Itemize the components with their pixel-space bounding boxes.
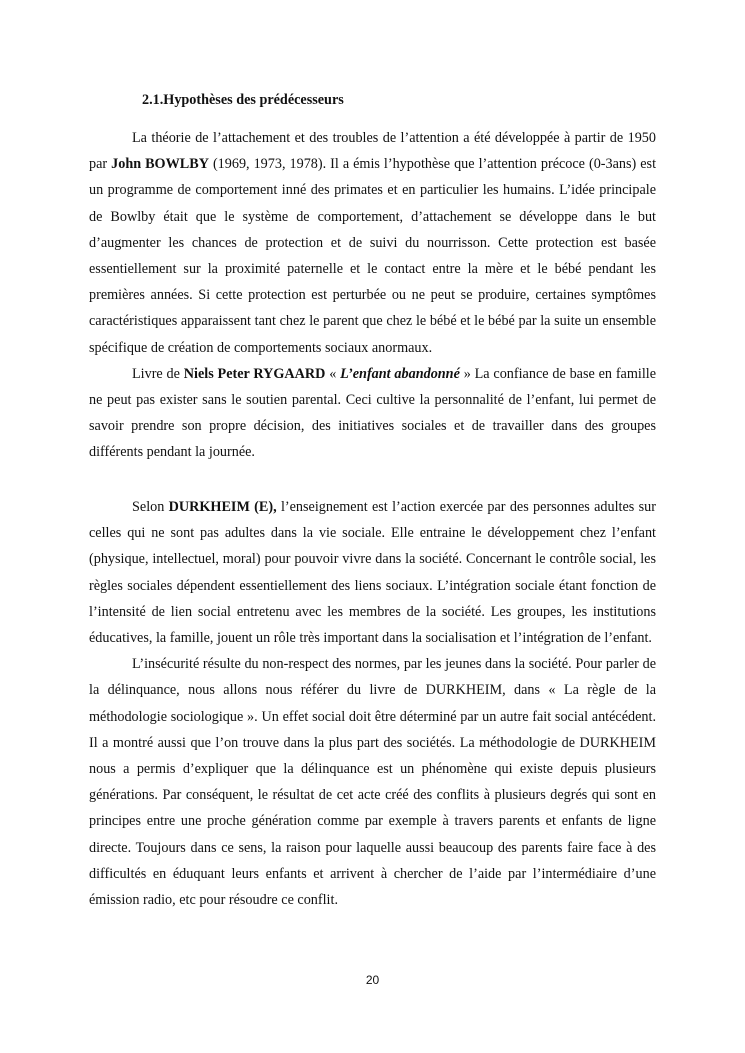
author-name: DURKHEIM (E), xyxy=(168,499,277,515)
paragraph-text: (1969, 1973, 1978). Il a émis l’hypothèse que l’attention précoce (0-3ans) est un programme de comportement inné des primates et en particulier les humains. L’idée principale de Bowlby était que le système de comportement, d’attachement se développe dans le but d’augmenter les chances de protection et de suivi du nourrisson. Cette protection est basée essentiellement sur la proximité paternelle et le contact entre la mère et le bébé pendant les premières années. Si cette protection est perturbée ou ne peut se produire, certaines symptômes caractéristiques apparaissent tant chez le parent que chez le bébé et le bébé par la suite un ensemble spécifique de création de comportements sociaux anormaux. xyxy=(89,156,657,356)
text-block-2 xyxy=(89,494,656,913)
page-number: 20 xyxy=(365,973,380,987)
paragraph-text: l’enseignement est l’action exercée par des personnes adultes sur celles qui ne sont pas adultes dans la vie sociale. Elle entraine le développement chez l’enfant (physique, intellectuel, moral) pour pouvoir vivre dans la société. Concernant le contrôle social, les règles sociales dépendent essentiellement des liens sociaux. L’intégration sociale étant fonction de l’intensité de lien social entretenu avec les membres de la société. Les groupes, les institutions éducatives, la famille, jouent un rôle très important dans la socialisation et l’intégration de l’enfant. xyxy=(89,499,656,647)
book-title: L’enfant abandonné xyxy=(340,365,460,382)
paragraph-bowlby xyxy=(89,125,656,361)
section-heading: 2.1.Hypothèses des prédécesseurs xyxy=(142,92,344,108)
paragraph-insecurite: L’insécurité résulte du non-respect des normes, par les jeunes dans la société. Pour parler de la délinquance, nous allons nous référer du livre de DURKHEIM, dans « La règle de la méthodologie sociologique ». Un effet social doit être déterminé par un autre fait social antécédent. Il a montré aussi que l’on trouve dans la plus part des sociétés. La méthodologie de DURKHEIM nous a permis d’expliquer que la délinquance est un phénomène qui existe depuis plusieurs générations. Par conséquent, le résultat de cet acte créé des conflits à plusieurs degrés qui sont en principes entre une proche génération comme par exemple à travers parents et enfants de ligne directe. Toujours dans ce sens, la raison pour laquelle aussi beaucoup des parents faire face à des difficultés en éduquant leurs enfants et arrivent à chercher de l’aide par l’intermédiaire d’une émission radio, etc pour résoudre ce conflit. xyxy=(89,656,656,909)
text-block-1 xyxy=(89,125,656,466)
paragraph-text: Livre de xyxy=(132,365,184,382)
paragraph-text: » La confiance de base en famille ne peut pas exister sans le soutien parental. Ceci cultive la personnalité de l’enfant, lui permet de savoir prendre son propre décision, des initiatives sociales et de travailler dans des groupes différents pendant la journée. xyxy=(89,365,657,461)
paragraph-text: « xyxy=(325,365,341,382)
author-name: John BOWLBY xyxy=(111,156,209,173)
paragraph-durkheim xyxy=(89,494,656,651)
paragraph-rygaard xyxy=(89,361,656,466)
author-name: Niels Peter RYGAARD xyxy=(183,365,326,382)
paragraph-text: La théorie de l’attachement et des troubles de l’attention a été développée à partir de 1950 par xyxy=(89,130,656,173)
paragraph-text: Selon xyxy=(132,499,169,515)
